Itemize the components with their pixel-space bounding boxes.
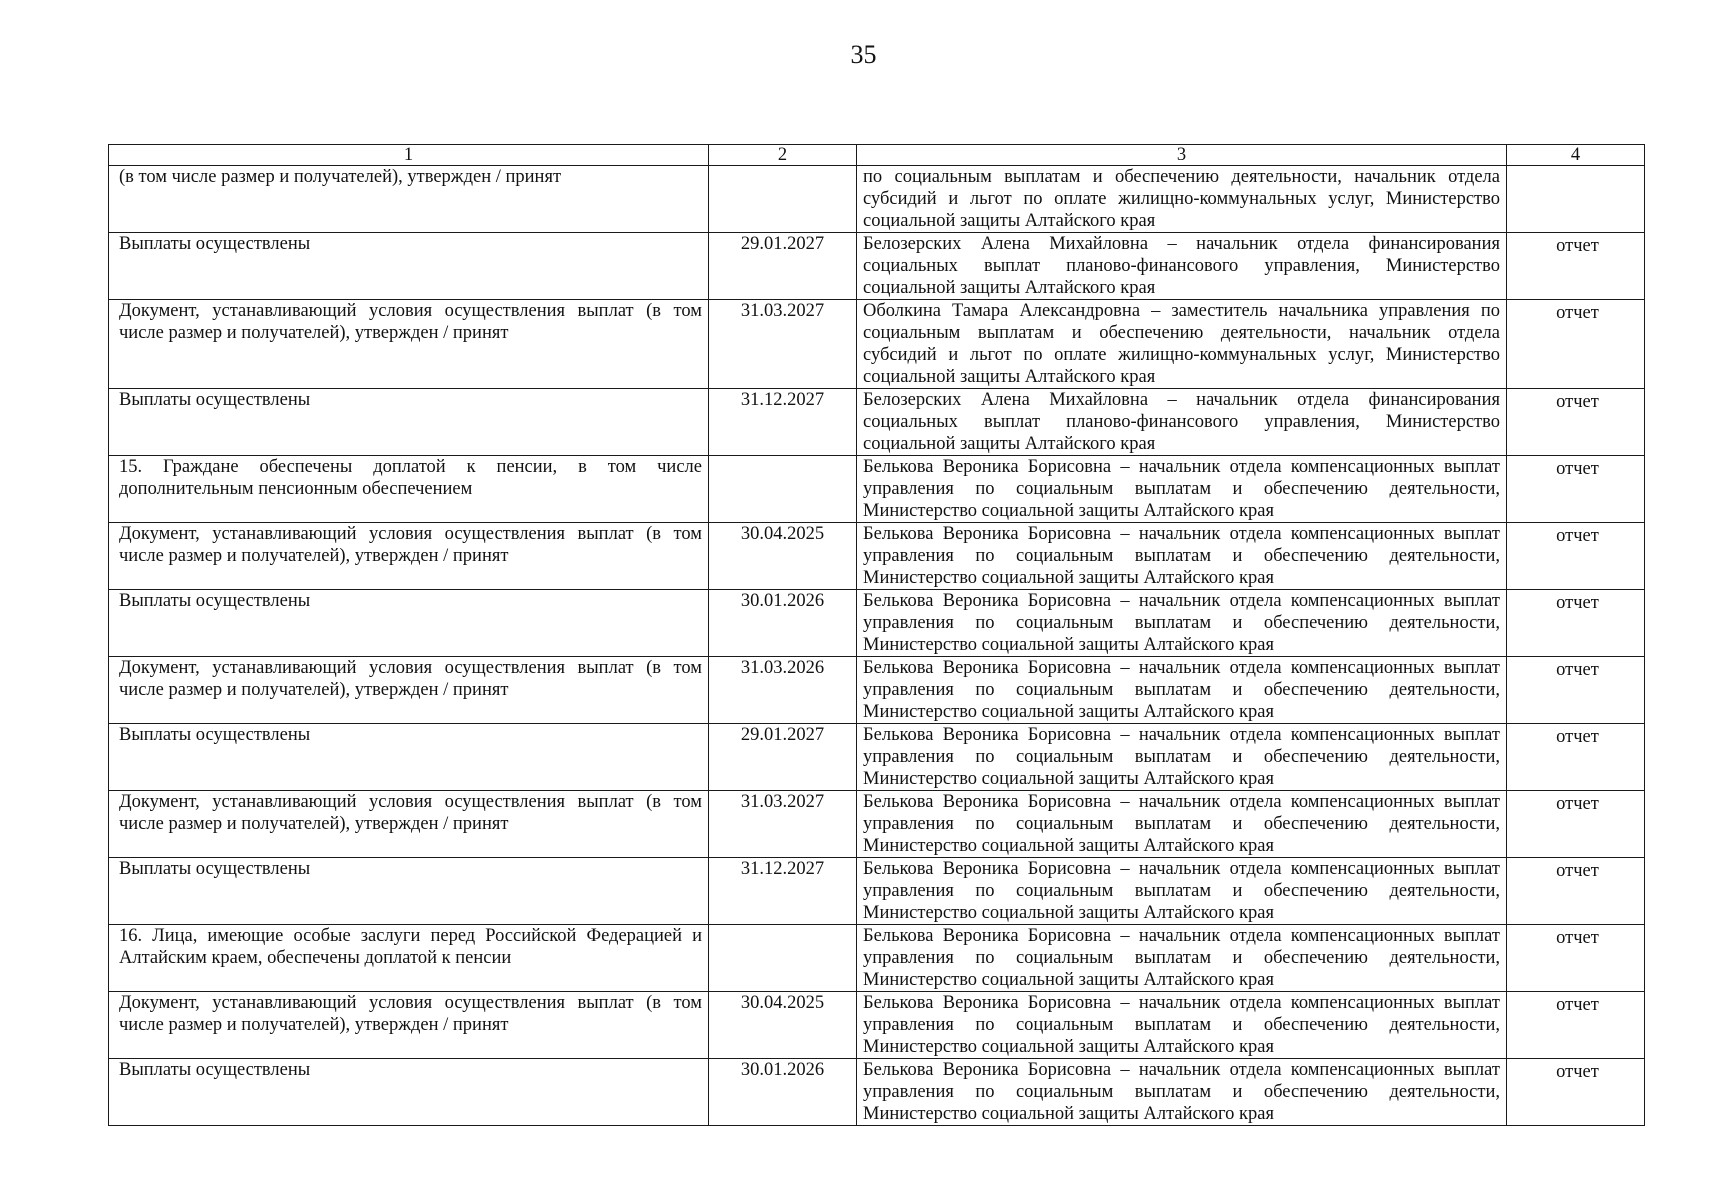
table-row bbox=[109, 791, 1645, 858]
cell-date bbox=[709, 456, 857, 523]
cell-description: Документ, устанавливающий условия осуществления выплат (в том числе размер и получателей), утвержден / принят bbox=[109, 992, 709, 1059]
table-row bbox=[109, 456, 1645, 523]
cell-description: Выплаты осуществлены bbox=[109, 1059, 709, 1126]
cell-description: Выплаты осуществлены bbox=[109, 724, 709, 791]
cell-date: 30.01.2026 bbox=[709, 1059, 857, 1126]
cell-date: 30.01.2026 bbox=[709, 590, 857, 657]
document-table bbox=[108, 144, 1645, 1126]
cell-description: Выплаты осуществлены bbox=[109, 233, 709, 300]
cell-date: 31.12.2027 bbox=[709, 858, 857, 925]
cell-responsible: Белькова Вероника Борисовна – начальник отдела компенсационных выплат управления по социальным выплатам и обеспечению деятельности, Министерство социальной защиты Алтайского края bbox=[857, 657, 1507, 724]
cell-document-type: отчет bbox=[1507, 724, 1645, 791]
cell-responsible: Белькова Вероника Борисовна – начальник отдела компенсационных выплат управления по социальным выплатам и обеспечению деятельности, Министерство социальной защиты Алтайского края bbox=[857, 791, 1507, 858]
column-header-2: 2 bbox=[709, 145, 857, 166]
table-row bbox=[109, 389, 1645, 456]
cell-description: Выплаты осуществлены bbox=[109, 590, 709, 657]
cell-responsible: Белькова Вероника Борисовна – начальник отдела компенсационных выплат управления по социальным выплатам и обеспечению деятельности, Министерство социальной защиты Алтайского края bbox=[857, 523, 1507, 590]
cell-responsible: Белькова Вероника Борисовна – начальник отдела компенсационных выплат управления по социальным выплатам и обеспечению деятельности, Министерство социальной защиты Алтайского края bbox=[857, 925, 1507, 992]
cell-description: Выплаты осуществлены bbox=[109, 389, 709, 456]
cell-date bbox=[709, 166, 857, 233]
cell-document-type: отчет bbox=[1507, 233, 1645, 300]
cell-responsible: Белькова Вероника Борисовна – начальник отдела компенсационных выплат управления по социальным выплатам и обеспечению деятельности, Министерство социальной защиты Алтайского края bbox=[857, 858, 1507, 925]
cell-document-type: отчет bbox=[1507, 858, 1645, 925]
column-header-3: 3 bbox=[857, 145, 1507, 166]
cell-description: Документ, устанавливающий условия осуществления выплат (в том числе размер и получателей), утвержден / принят bbox=[109, 657, 709, 724]
column-header-1: 1 bbox=[109, 145, 709, 166]
cell-date: 31.03.2026 bbox=[709, 657, 857, 724]
table-row bbox=[109, 992, 1645, 1059]
cell-description: Документ, устанавливающий условия осуществления выплат (в том числе размер и получателей), утвержден / принят bbox=[109, 300, 709, 389]
cell-date: 29.01.2027 bbox=[709, 233, 857, 300]
cell-document-type: отчет bbox=[1507, 992, 1645, 1059]
cell-document-type: отчет bbox=[1507, 300, 1645, 389]
table-row bbox=[109, 523, 1645, 590]
cell-responsible: Белькова Вероника Борисовна – начальник отдела компенсационных выплат управления по социальным выплатам и обеспечению деятельности, Министерство социальной защиты Алтайского края bbox=[857, 992, 1507, 1059]
cell-description: (в том числе размер и получателей), утвержден / принят bbox=[109, 166, 709, 233]
cell-date: 30.04.2025 bbox=[709, 523, 857, 590]
table-row bbox=[109, 233, 1645, 300]
table-row bbox=[109, 858, 1645, 925]
cell-description: Документ, устанавливающий условия осуществления выплат (в том числе размер и получателей), утвержден / принят bbox=[109, 791, 709, 858]
cell-document-type: отчет bbox=[1507, 925, 1645, 992]
table-row bbox=[109, 166, 1645, 233]
cell-date: 30.04.2025 bbox=[709, 992, 857, 1059]
cell-responsible: Белькова Вероника Борисовна – начальник отдела компенсационных выплат управления по социальным выплатам и обеспечению деятельности, Министерство социальной защиты Алтайского края bbox=[857, 590, 1507, 657]
cell-date: 31.12.2027 bbox=[709, 389, 857, 456]
cell-description: 15. Граждане обеспечены доплатой к пенсии, в том числе дополнительным пенсионным обеспечением bbox=[109, 456, 709, 523]
cell-document-type bbox=[1507, 166, 1645, 233]
cell-document-type: отчет bbox=[1507, 389, 1645, 456]
table-row bbox=[109, 300, 1645, 389]
column-header-4: 4 bbox=[1507, 145, 1645, 166]
cell-document-type: отчет bbox=[1507, 456, 1645, 523]
cell-document-type: отчет bbox=[1507, 590, 1645, 657]
page-number: 35 bbox=[850, 40, 877, 69]
cell-description: Выплаты осуществлены bbox=[109, 858, 709, 925]
table-row bbox=[109, 925, 1645, 992]
table-header-row bbox=[109, 145, 1645, 166]
cell-responsible: Белозерских Алена Михайловна – начальник отдела финансирования социальных выплат планово-финансового управления, Министерство социальной защиты Алтайского края bbox=[857, 233, 1507, 300]
cell-description: Документ, устанавливающий условия осуществления выплат (в том числе размер и получателей), утвержден / принят bbox=[109, 523, 709, 590]
cell-description: 16. Лица, имеющие особые заслуги перед Российской Федерацией и Алтайским краем, обеспечены доплатой к пенсии bbox=[109, 925, 709, 992]
cell-document-type: отчет bbox=[1507, 1059, 1645, 1126]
table-row bbox=[109, 1059, 1645, 1126]
cell-document-type: отчет bbox=[1507, 523, 1645, 590]
table-row bbox=[109, 657, 1645, 724]
cell-responsible: Оболкина Тамара Александровна – заместитель начальника управления по социальным выплатам и обеспечению деятельности, начальник отдела субсидий и льгот по оплате жилищно-коммунальных услуг, Министерство социальной защиты Алтайского края bbox=[857, 300, 1507, 389]
cell-date bbox=[709, 925, 857, 992]
cell-responsible: Белькова Вероника Борисовна – начальник отдела компенсационных выплат управления по социальным выплатам и обеспечению деятельности, Министерство социальной защиты Алтайского края bbox=[857, 724, 1507, 791]
cell-document-type: отчет bbox=[1507, 791, 1645, 858]
cell-responsible: Белозерских Алена Михайловна – начальник отдела финансирования социальных выплат планово-финансового управления, Министерство социальной защиты Алтайского края bbox=[857, 389, 1507, 456]
cell-responsible: Белькова Вероника Борисовна – начальник отдела компенсационных выплат управления по социальным выплатам и обеспечению деятельности, Министерство социальной защиты Алтайского края bbox=[857, 1059, 1507, 1126]
table-row bbox=[109, 590, 1645, 657]
cell-document-type: отчет bbox=[1507, 657, 1645, 724]
cell-date: 31.03.2027 bbox=[709, 791, 857, 858]
cell-date: 31.03.2027 bbox=[709, 300, 857, 389]
cell-responsible: Белькова Вероника Борисовна – начальник отдела компенсационных выплат управления по социальным выплатам и обеспечению деятельности, Министерство социальной защиты Алтайского края bbox=[857, 456, 1507, 523]
cell-date: 29.01.2027 bbox=[709, 724, 857, 791]
table-row bbox=[109, 724, 1645, 791]
cell-responsible: по социальным выплатам и обеспечению деятельности, начальник отдела субсидий и льгот по оплате жилищно-коммунальных услуг, Министерство социальной защиты Алтайского края bbox=[857, 166, 1507, 233]
